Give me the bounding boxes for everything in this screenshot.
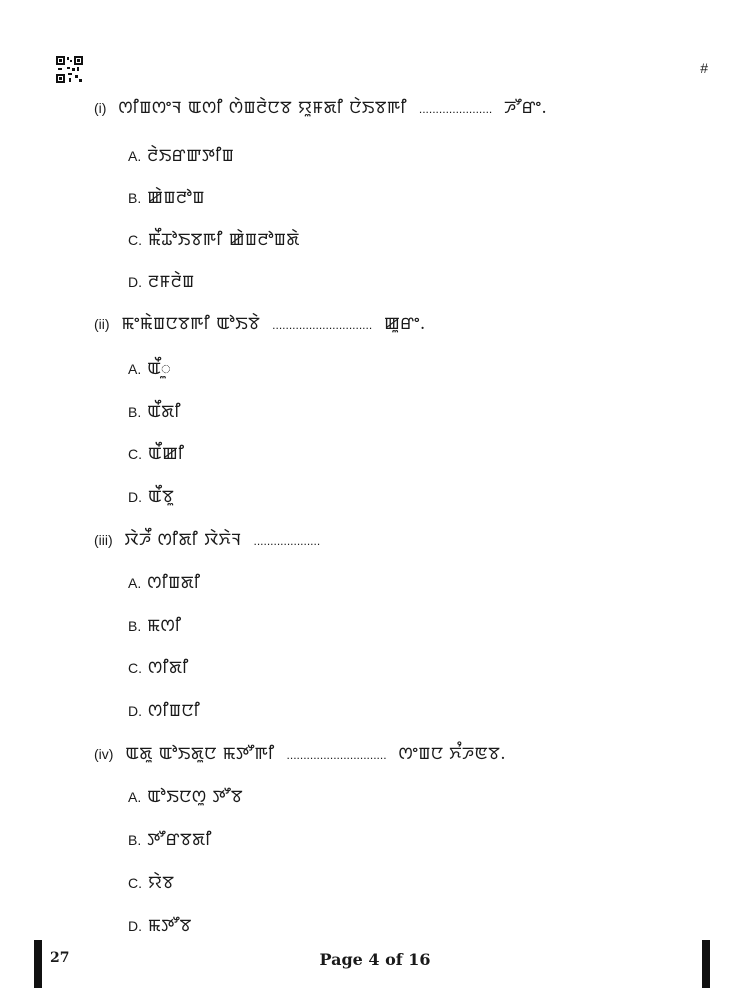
option-text: ꯃꯩꯊꯣꯏꯕꯒꯤ ꯀꯥꯡꯂꯣꯡꯗꯥ (148, 230, 300, 250)
option-letter: A. (128, 789, 142, 805)
option-text: ꯃꯁꯤ (147, 616, 182, 636)
option-text: ꯇꯧꯔꯕꯗꯤ (147, 830, 212, 850)
answer-blank: .................... (253, 534, 321, 548)
option-ii-c (128, 442, 185, 465)
option-iv-c (128, 871, 174, 894)
option-i-a (128, 144, 234, 167)
option-letter: C. (128, 660, 142, 676)
option-letter: C. (128, 875, 142, 891)
answer-blank: ...................... (418, 102, 493, 116)
option-ii-b (128, 400, 181, 423)
option-letter: D. (128, 489, 142, 505)
option-letter: B. (128, 832, 142, 848)
option-text: ꯑꯣꯏꯅꯁꯨ ꯇꯧꯕ (147, 787, 243, 807)
option-letter: B. (128, 404, 142, 420)
question-stem: ꯋꯥꯍꯩ ꯁꯤꯗꯤ ꯋꯥꯈꯥꯜ (124, 530, 242, 550)
option-letter: B. (128, 190, 142, 206)
qr-code-icon (56, 56, 83, 83)
option-iv-b (128, 828, 212, 851)
option-iii-c (128, 656, 189, 679)
option-i-c (128, 228, 300, 251)
page-number: Page 4 of 16 (319, 950, 431, 969)
option-letter: D. (128, 274, 142, 290)
option-text: ꯑꯩꯀꯤ (148, 444, 185, 464)
option-text: ꯀꯥꯡꯂꯣꯡ (147, 188, 205, 208)
page-marker: # (700, 60, 708, 76)
paper-code: 27 (50, 950, 70, 966)
question-number: (i) (94, 100, 107, 116)
answer-blank: .............................. (286, 748, 387, 762)
option-letter: D. (128, 918, 142, 934)
option-iii-b (128, 614, 182, 637)
option-letter: B. (128, 618, 142, 634)
option-iii-a (128, 571, 200, 594)
question-stem: ꯁꯤꯡꯁꯦꯜ ꯑꯁꯤ ꯁꯥꯡꯂꯥꯅꯕ ꯌꯨꯝꯗꯤ ꯅꯥꯏꯕꯒꯤ (118, 98, 407, 118)
option-i-b (128, 186, 205, 209)
question-number: (ii) (94, 316, 110, 332)
question-stem: ꯃꯦꯃꯥꯡꯅꯕꯒꯤ ꯑꯣꯏꯕꯥ (121, 314, 261, 334)
option-text: ꯑꯩꯗꯤ (147, 402, 182, 422)
option-text: ꯂꯝꯂꯥꯡ (148, 272, 195, 292)
option-iii-d (128, 699, 200, 722)
option-letter: D. (128, 703, 142, 719)
question-stem-end: ꯁꯦꯡꯅ ꯈꯪꯍꯟꯕ. (398, 744, 507, 764)
option-letter: C. (128, 232, 142, 248)
question-3 (94, 528, 328, 551)
answer-blank: .............................. (272, 318, 373, 332)
option-text: ꯑꯩꯨ (147, 359, 172, 379)
option-ii-d (128, 485, 174, 508)
option-text: ꯌꯥꯕ (148, 873, 175, 893)
question-4 (94, 742, 506, 765)
question-stem: ꯑꯗꯨ ꯑꯣꯏꯗꯨꯅ ꯃꯇꯧꯒꯤ (125, 744, 275, 764)
option-letter: A. (128, 148, 142, 164)
question-number: (iii) (94, 532, 113, 548)
option-text: ꯁꯤꯗꯤ (148, 658, 189, 678)
option-text: ꯂꯥꯏꯔꯛꯇꯤꯡ (147, 146, 235, 166)
option-text: ꯑꯩꯕꯨ (148, 487, 175, 507)
question-number: (iv) (94, 746, 114, 762)
option-i-d (128, 270, 195, 293)
question-stem-end: ꯀꯨꯔꯦ. (384, 314, 426, 334)
option-ii-a (128, 357, 171, 380)
option-iv-d (128, 914, 192, 937)
option-letter: A. (128, 361, 142, 377)
question-stem-end: ꯍꯧꯔꯦ. (504, 98, 548, 118)
option-text: ꯁꯤꯡꯅꯤ (148, 701, 201, 721)
option-text: ꯃꯇꯧꯕ (148, 916, 192, 936)
option-letter: A. (128, 575, 142, 591)
option-text: ꯁꯤꯡꯗꯤ (147, 573, 201, 593)
option-iv-a (128, 785, 243, 808)
option-letter: C. (128, 446, 142, 462)
question-1 (94, 96, 547, 119)
question-2 (94, 312, 426, 335)
